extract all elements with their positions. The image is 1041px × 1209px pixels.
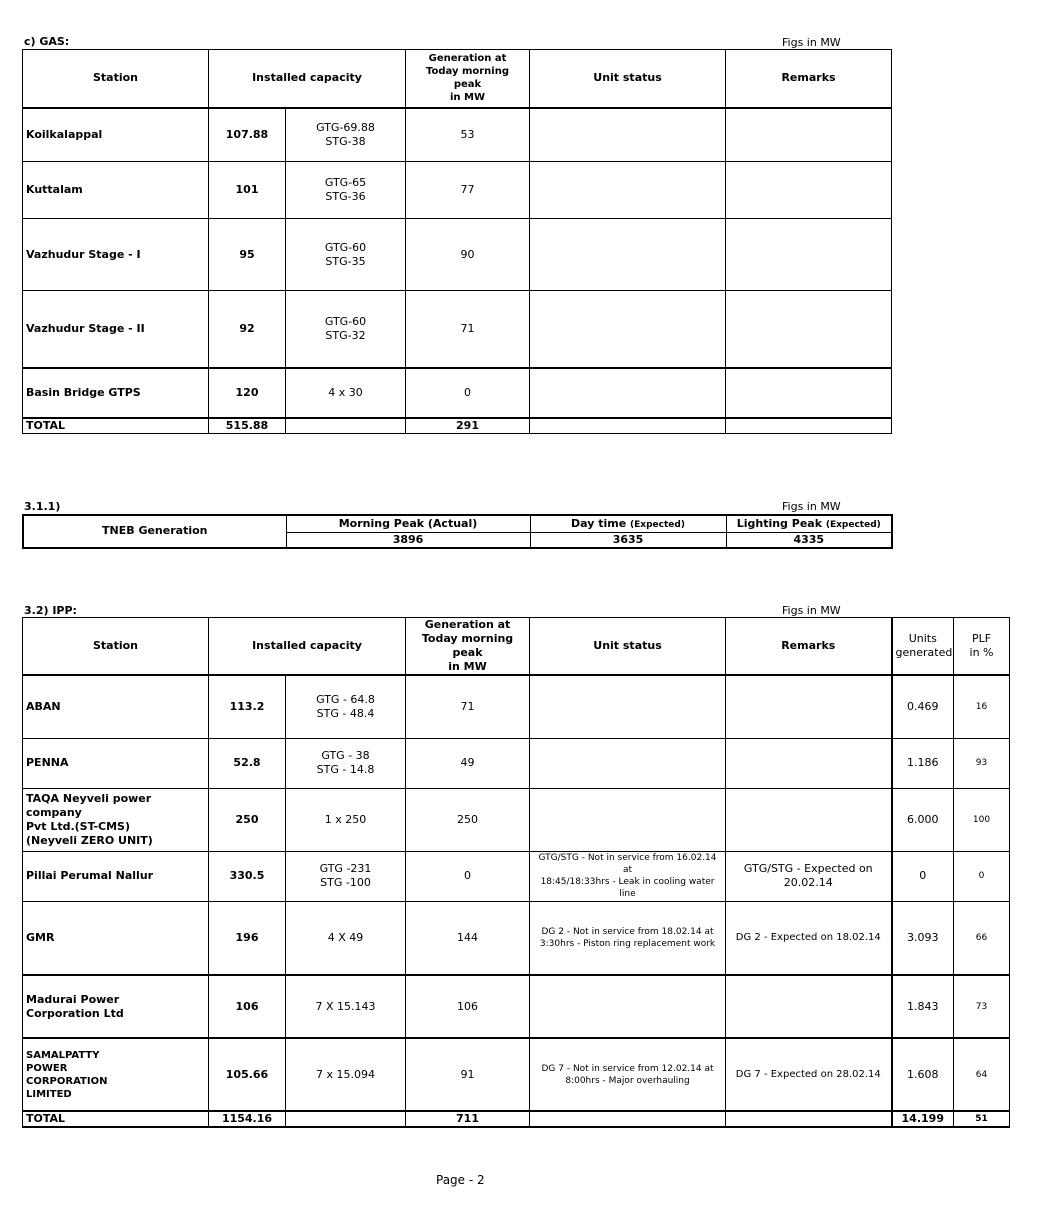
ipp-header-unit-status: Unit status <box>530 618 726 676</box>
ipp-header-station: Station <box>23 618 209 676</box>
total-label: TOTAL <box>23 1111 209 1127</box>
remarks <box>726 788 892 851</box>
ipp-header-units-generated: Units generated <box>892 618 954 676</box>
unit-status <box>530 108 726 162</box>
total-units <box>286 1111 406 1127</box>
installed-capacity: 107.88 <box>209 108 286 162</box>
units-generated: 0.469 <box>892 675 954 738</box>
installed-capacity: 196 <box>209 901 286 975</box>
unit-breakdown: GTG -231 STG -100 <box>286 851 406 901</box>
gas-header-installed: Installed capacity <box>209 50 406 108</box>
ipp-figs-note: Figs in MW <box>782 604 841 617</box>
units-generated: 1.186 <box>892 738 954 788</box>
unit-breakdown: 4 x 30 <box>286 368 406 418</box>
tneb-morning-peak-value: 3896 <box>286 532 530 548</box>
unit-status <box>530 291 726 368</box>
table-row <box>23 162 892 219</box>
unit-breakdown: 7 x 15.094 <box>286 1038 406 1111</box>
station-name: Madurai Power Corporation Ltd <box>23 975 209 1038</box>
total-units-generated: 14.199 <box>892 1111 954 1127</box>
ipp-section-title: 3.2) IPP: <box>24 604 77 617</box>
units-generated: 1.608 <box>892 1038 954 1111</box>
installed-capacity: 52.8 <box>209 738 286 788</box>
gas-header-station: Station <box>23 50 209 108</box>
tneb-daytime-main: Day time <box>571 516 627 530</box>
remarks <box>726 162 892 219</box>
total-plf: 51 <box>954 1111 1010 1127</box>
unit-status <box>530 162 726 219</box>
generation-value: 250 <box>406 788 530 851</box>
unit-breakdown: 4 X 49 <box>286 901 406 975</box>
total-status <box>530 1111 726 1127</box>
gas-header-unit-status: Unit status <box>530 50 726 108</box>
tneb-lighting-peak-header <box>726 515 892 532</box>
units-generated: 0 <box>892 851 954 901</box>
total-units <box>286 418 406 434</box>
tneb-daytime-sub: (Expected) <box>630 519 685 530</box>
tneb-lighting-peak-value: 4335 <box>726 532 892 548</box>
generation-value: 90 <box>406 219 530 291</box>
station-name: Vazhudur Stage - I <box>23 219 209 291</box>
remarks: DG 7 - Expected on 28.02.14 <box>726 1038 892 1111</box>
station-name: GMR <box>23 901 209 975</box>
installed-capacity: 120 <box>209 368 286 418</box>
generation-value: 77 <box>406 162 530 219</box>
plf-value: 64 <box>954 1038 1010 1111</box>
installed-capacity: 113.2 <box>209 675 286 738</box>
total-capacity: 515.88 <box>209 418 286 434</box>
table-row <box>23 219 892 291</box>
table-row <box>23 368 892 418</box>
plf-value: 0 <box>954 851 1010 901</box>
plf-value: 16 <box>954 675 1010 738</box>
ipp-table <box>22 617 1010 1128</box>
station-name: Vazhudur Stage - II <box>23 291 209 368</box>
table-row <box>23 738 1010 788</box>
gas-header-row <box>23 50 892 108</box>
remarks: DG 2 - Expected on 18.02.14 <box>726 901 892 975</box>
ipp-header-row <box>23 618 1010 676</box>
remarks <box>726 675 892 738</box>
units-generated: 1.843 <box>892 975 954 1038</box>
unit-status: DG 2 - Not in service from 18.02.14 at 3:30hrs - Piston ring replacement work <box>530 901 726 975</box>
generation-value: 0 <box>406 368 530 418</box>
installed-capacity: 330.5 <box>209 851 286 901</box>
gas-header-generation: Generation at Today morning peak in MW <box>406 50 530 108</box>
ipp-header-installed: Installed capacity <box>209 618 406 676</box>
unit-status <box>530 675 726 738</box>
plf-value: 66 <box>954 901 1010 975</box>
unit-breakdown: GTG - 38 STG - 14.8 <box>286 738 406 788</box>
remarks <box>726 368 892 418</box>
total-generation: 291 <box>406 418 530 434</box>
table-row <box>23 975 1010 1038</box>
table-row <box>23 788 1010 851</box>
remarks <box>726 975 892 1038</box>
total-status <box>530 418 726 434</box>
tneb-lighting-sub: (Expected) <box>825 519 881 530</box>
ipp-header-remarks: Remarks <box>726 618 892 676</box>
unit-breakdown: 1 x 250 <box>286 788 406 851</box>
station-name: Pillai Perumal Nallur <box>23 851 209 901</box>
table-row <box>23 851 1010 901</box>
tneb-daytime-header <box>530 515 726 532</box>
ipp-header-plf: PLF in % <box>954 618 1010 676</box>
installed-capacity: 92 <box>209 291 286 368</box>
unit-breakdown: 7 X 15.143 <box>286 975 406 1038</box>
units-generated: 6.000 <box>892 788 954 851</box>
gas-figs-note: Figs in MW <box>782 36 841 49</box>
unit-status <box>530 219 726 291</box>
unit-status: DG 7 - Not in service from 12.02.14 at 8:00hrs - Major overhauling <box>530 1038 726 1111</box>
remarks <box>726 738 892 788</box>
table-row <box>23 108 892 162</box>
generation-value: 0 <box>406 851 530 901</box>
generation-value: 91 <box>406 1038 530 1111</box>
tneb-table <box>22 514 893 549</box>
station-name: Kuttalam <box>23 162 209 219</box>
installed-capacity: 250 <box>209 788 286 851</box>
station-name: SAMALPATTY POWER CORPORATION LIMITED <box>23 1038 209 1111</box>
station-name: TAQA Neyveli power company Pvt Ltd.(ST-CMS) (Neyveli ZERO UNIT) <box>23 788 209 851</box>
installed-capacity: 105.66 <box>209 1038 286 1111</box>
table-row <box>23 1038 1010 1111</box>
unit-breakdown: GTG - 64.8 STG - 48.4 <box>286 675 406 738</box>
total-label: TOTAL <box>23 418 209 434</box>
page-number: Page - 2 <box>436 1173 485 1187</box>
unit-breakdown: GTG-60 STG-32 <box>286 291 406 368</box>
generation-value: 71 <box>406 291 530 368</box>
unit-status: GTG/STG - Not in service from 16.02.14 at 18:45/18:33hrs - Leak in cooling water line <box>530 851 726 901</box>
total-capacity: 1154.16 <box>209 1111 286 1127</box>
tneb-daytime-value: 3635 <box>530 532 726 548</box>
installed-capacity: 95 <box>209 219 286 291</box>
installed-capacity: 101 <box>209 162 286 219</box>
station-name: PENNA <box>23 738 209 788</box>
unit-status <box>530 975 726 1038</box>
ipp-header-generation: Generation at Today morning peak in MW <box>406 618 530 676</box>
tneb-lighting-main: Lighting Peak <box>736 516 823 530</box>
generation-value: 53 <box>406 108 530 162</box>
generation-value: 106 <box>406 975 530 1038</box>
unit-status <box>530 788 726 851</box>
tneb-section-title: 3.1.1) <box>24 500 61 513</box>
ipp-total-row <box>23 1111 1010 1127</box>
table-row <box>23 291 892 368</box>
gas-total-row <box>23 418 892 434</box>
units-generated: 3.093 <box>892 901 954 975</box>
generation-value: 49 <box>406 738 530 788</box>
table-row <box>23 675 1010 738</box>
gas-table <box>22 49 892 434</box>
gas-header-remarks: Remarks <box>726 50 892 108</box>
total-generation: 711 <box>406 1111 530 1127</box>
remarks <box>726 219 892 291</box>
station-name: ABAN <box>23 675 209 738</box>
plf-value: 93 <box>954 738 1010 788</box>
unit-breakdown: GTG-69.88 STG-38 <box>286 108 406 162</box>
tneb-label: TNEB Generation <box>23 515 286 548</box>
total-remarks <box>726 1111 892 1127</box>
installed-capacity: 106 <box>209 975 286 1038</box>
generation-value: 144 <box>406 901 530 975</box>
plf-value: 100 <box>954 788 1010 851</box>
tneb-figs-note: Figs in MW <box>782 500 841 513</box>
remarks: GTG/STG - Expected on 20.02.14 <box>726 851 892 901</box>
gas-section-title: c) GAS: <box>24 35 70 48</box>
plf-value: 73 <box>954 975 1010 1038</box>
total-remarks <box>726 418 892 434</box>
generation-value: 71 <box>406 675 530 738</box>
station-name: Koilkalappal <box>23 108 209 162</box>
station-name: Basin Bridge GTPS <box>23 368 209 418</box>
remarks <box>726 108 892 162</box>
table-row <box>23 901 1010 975</box>
unit-breakdown: GTG-60 STG-35 <box>286 219 406 291</box>
unit-breakdown: GTG-65 STG-36 <box>286 162 406 219</box>
remarks <box>726 291 892 368</box>
unit-status <box>530 368 726 418</box>
tneb-morning-peak-header: Morning Peak (Actual) <box>286 515 530 532</box>
unit-status <box>530 738 726 788</box>
